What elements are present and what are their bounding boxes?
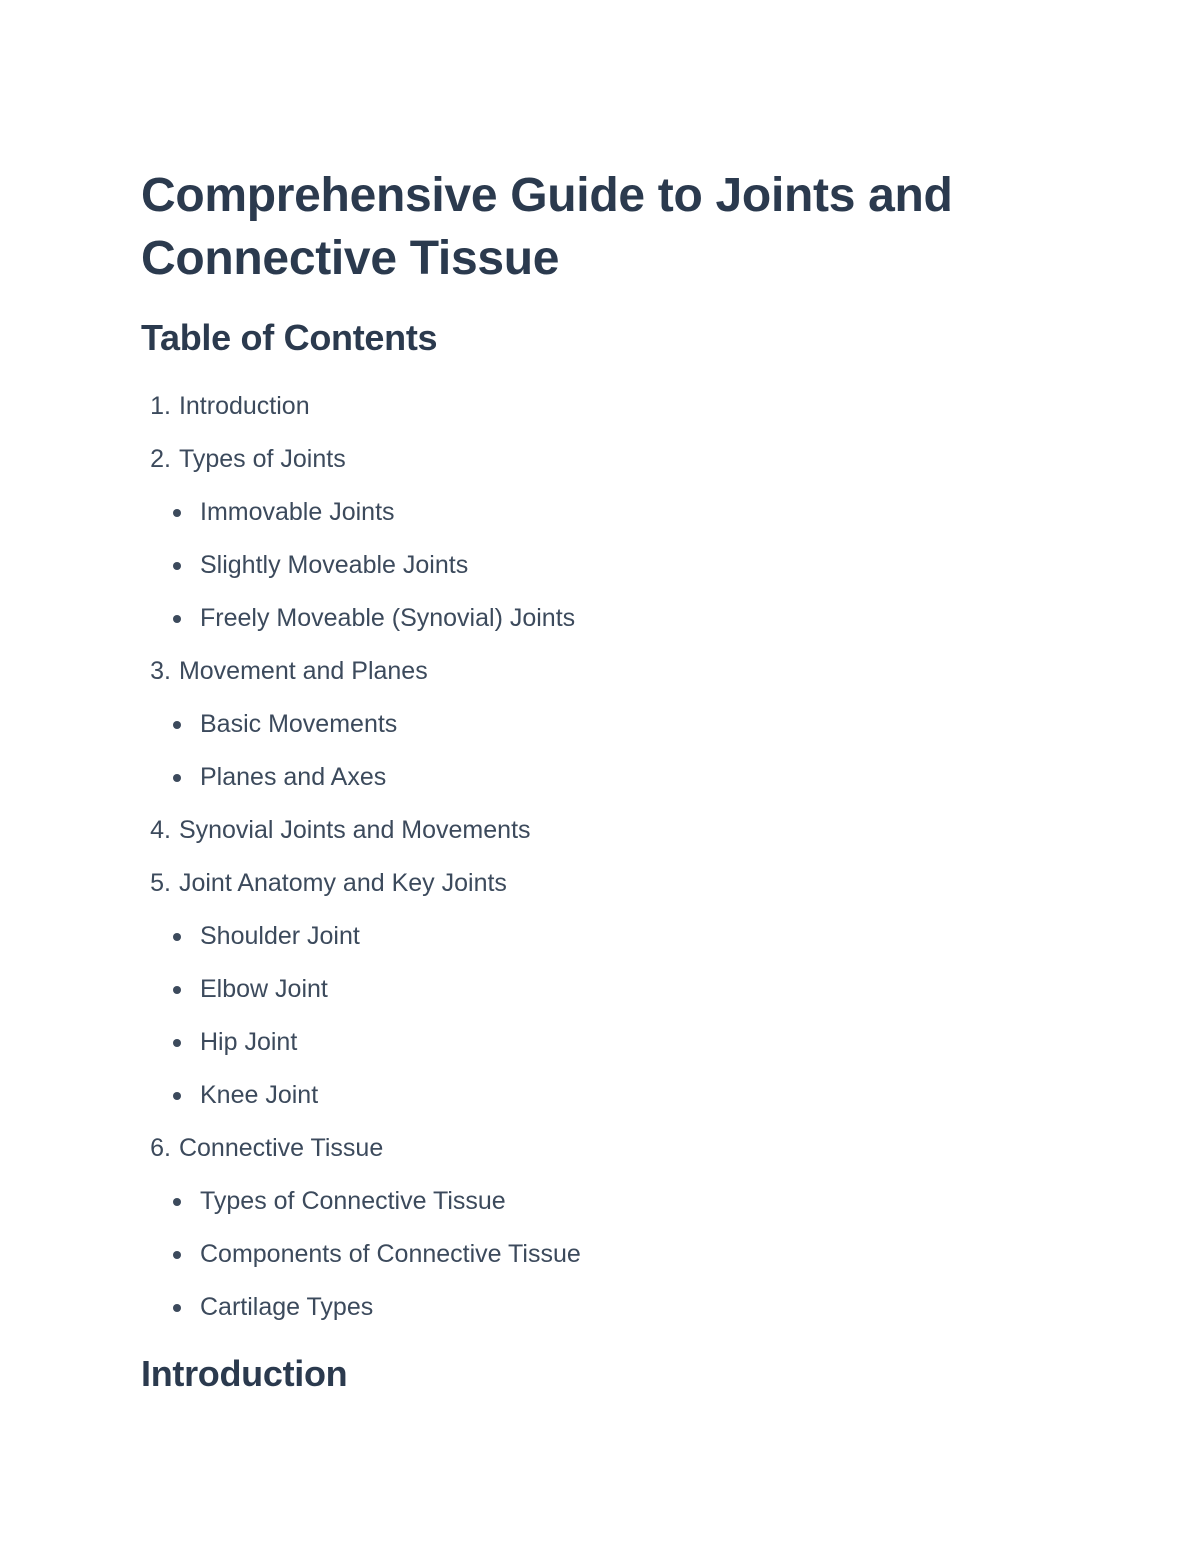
toc-subitem-label: Elbow Joint: [200, 975, 328, 1003]
toc-subitem-components-of-connective-tissue[interactable]: [141, 1228, 581, 1281]
toc-subitem-label: Planes and Axes: [200, 763, 387, 791]
toc-subitem-label: Slightly Moveable Joints: [200, 551, 469, 579]
bullet-icon: [173, 1092, 181, 1100]
toc-subitem-basic-movements[interactable]: [141, 698, 581, 751]
bullet-icon: [173, 1304, 181, 1312]
bullet-icon: [173, 721, 181, 729]
toc-item-synovial-joints[interactable]: [141, 804, 581, 857]
section-heading-introduction: Introduction: [141, 1353, 348, 1394]
toc-subitem-hip-joint[interactable]: [141, 1016, 581, 1069]
bullet-icon: [173, 1039, 181, 1047]
bullet-icon: [173, 774, 181, 782]
toc-subitem-cartilage-types[interactable]: [141, 1281, 581, 1334]
toc-item-number: 6.: [150, 1134, 171, 1162]
toc-subitem-knee-joint[interactable]: [141, 1069, 581, 1122]
toc-subitem-label: Types of Connective Tissue: [200, 1187, 506, 1215]
bullet-icon: [173, 615, 181, 623]
bullet-icon: [173, 562, 181, 570]
bullet-icon: [173, 933, 181, 941]
toc-subitem-slightly-moveable-joints[interactable]: [141, 539, 581, 592]
toc-heading: Table of Contents: [141, 317, 438, 358]
document-title-line-1: Comprehensive Guide to Joints and: [141, 169, 953, 222]
toc-subitem-label: Hip Joint: [200, 1028, 298, 1056]
toc-subitem-label: Basic Movements: [200, 710, 398, 738]
toc-item-label: Types of Joints: [178, 445, 346, 473]
toc-subitem-shoulder-joint[interactable]: [141, 910, 581, 963]
toc-subitem-label: Immovable Joints: [200, 498, 395, 526]
toc-subitem-label: Knee Joint: [200, 1081, 319, 1109]
toc-item-movement-and-planes[interactable]: [141, 645, 581, 698]
bullet-icon: [173, 1251, 181, 1259]
toc-subitem-types-of-connective-tissue[interactable]: [141, 1175, 581, 1228]
document-title-line-2: Connective Tissue: [141, 232, 560, 285]
toc-item-number: 3.: [150, 657, 171, 685]
bullet-icon: [173, 1198, 181, 1206]
toc-subitem-freely-moveable-joints[interactable]: [141, 592, 581, 645]
toc-item-connective-tissue[interactable]: [141, 1122, 581, 1175]
toc-item-number: 2.: [150, 445, 171, 473]
toc-item-number: 5.: [150, 869, 171, 897]
bullet-icon: [173, 509, 181, 517]
toc-item-introduction[interactable]: [141, 380, 581, 433]
toc-subitem-label: Freely Moveable (Synovial) Joints: [200, 604, 576, 632]
toc-item-number: 4.: [150, 816, 171, 844]
toc-subitem-elbow-joint[interactable]: [141, 963, 581, 1016]
bullet-icon: [173, 986, 181, 994]
toc-item-label: Introduction: [178, 392, 310, 420]
toc-item-joint-anatomy[interactable]: [141, 857, 581, 910]
toc-item-number: 1.: [150, 392, 171, 420]
toc-item-label: Movement and Planes: [178, 657, 428, 685]
toc-subitem-immovable-joints[interactable]: [141, 486, 581, 539]
toc-item-label: Joint Anatomy and Key Joints: [178, 869, 507, 897]
toc-item-types-of-joints[interactable]: [141, 433, 581, 486]
toc-subitem-label: Shoulder Joint: [200, 922, 360, 950]
table-of-contents: [141, 380, 581, 1334]
toc-subitem-planes-and-axes[interactable]: [141, 751, 581, 804]
toc-subitem-label: Cartilage Types: [200, 1293, 374, 1321]
document-title: [141, 164, 953, 290]
toc-item-label: Synovial Joints and Movements: [178, 816, 531, 844]
toc-subitem-label: Components of Connective Tissue: [200, 1240, 581, 1268]
toc-item-label: Connective Tissue: [178, 1134, 384, 1162]
